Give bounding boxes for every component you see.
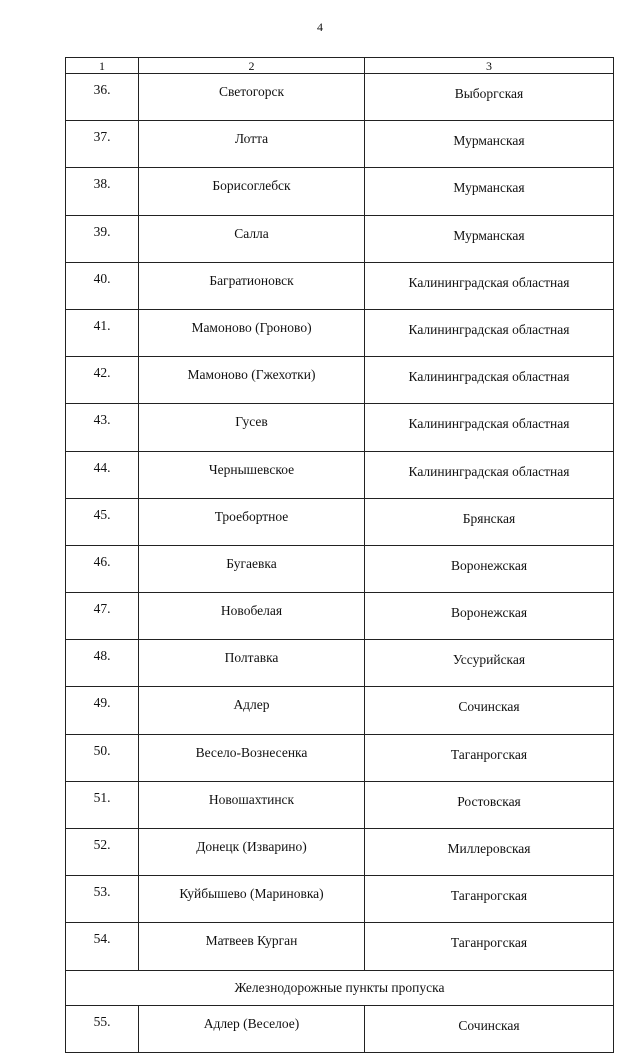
table-row	[66, 451, 614, 498]
customs-office-cell: Миллеровская	[365, 829, 614, 876]
row-number-cell: 55.	[66, 1005, 139, 1052]
table-row	[66, 262, 614, 309]
checkpoint-name-cell: Борисоглебск	[139, 168, 365, 215]
table-row	[66, 781, 614, 828]
row-number-cell: 45.	[66, 498, 139, 545]
checkpoint-name-cell: Полтавка	[139, 640, 365, 687]
row-number-cell: 36.	[66, 74, 139, 121]
table-row	[66, 545, 614, 592]
row-number-cell: 48.	[66, 640, 139, 687]
row-number-cell: 53.	[66, 876, 139, 923]
checkpoint-name-cell: Лотта	[139, 121, 365, 168]
checkpoint-name-cell: Салла	[139, 215, 365, 262]
checkpoint-name-cell: Куйбышево (Мариновка)	[139, 876, 365, 923]
page-number: 4	[317, 20, 323, 34]
checkpoint-name-cell: Светогорск	[139, 74, 365, 121]
customs-office-cell: Сочинская	[365, 687, 614, 734]
checkpoint-name-cell: Багратионовск	[139, 262, 365, 309]
checkpoints-table	[65, 57, 614, 1053]
row-number-cell: 51.	[66, 781, 139, 828]
row-number-cell: 39.	[66, 215, 139, 262]
checkpoint-name-cell: Новобелая	[139, 593, 365, 640]
table-row	[66, 829, 614, 876]
customs-office-cell: Калининградская областная	[365, 309, 614, 356]
checkpoint-name-cell: Гусев	[139, 404, 365, 451]
column-header-1: 1	[66, 58, 139, 74]
customs-office-cell: Мурманская	[365, 121, 614, 168]
customs-office-cell: Сочинская	[365, 1005, 614, 1052]
table-row	[66, 498, 614, 545]
table-row	[66, 121, 614, 168]
customs-office-cell: Брянская	[365, 498, 614, 545]
row-number-cell: 38.	[66, 168, 139, 215]
checkpoint-name-cell: Адлер (Веселое)	[139, 1005, 365, 1052]
table-row	[66, 923, 614, 970]
table-row	[66, 640, 614, 687]
customs-office-cell: Калининградская областная	[365, 262, 614, 309]
row-number-cell: 54.	[66, 923, 139, 970]
column-header-2: 2	[139, 58, 365, 74]
table-row	[66, 687, 614, 734]
checkpoint-name-cell: Троебортное	[139, 498, 365, 545]
customs-office-cell: Таганрогская	[365, 734, 614, 781]
table-row	[66, 1005, 614, 1052]
customs-office-cell: Мурманская	[365, 168, 614, 215]
customs-office-cell: Выборгская	[365, 74, 614, 121]
row-number-cell: 50.	[66, 734, 139, 781]
column-header-3: 3	[365, 58, 614, 74]
checkpoint-name-cell: Матвеев Курган	[139, 923, 365, 970]
row-number-cell: 47.	[66, 593, 139, 640]
table-row	[66, 215, 614, 262]
customs-office-cell: Таганрогская	[365, 876, 614, 923]
table-row	[66, 168, 614, 215]
table-row	[66, 593, 614, 640]
table-header-row	[66, 58, 614, 74]
checkpoint-name-cell: Мамоново (Гжехотки)	[139, 357, 365, 404]
checkpoint-name-cell: Чернышевское	[139, 451, 365, 498]
table-row	[66, 876, 614, 923]
checkpoint-name-cell: Бугаевка	[139, 545, 365, 592]
table-row	[66, 309, 614, 356]
checkpoint-name-cell: Адлер	[139, 687, 365, 734]
customs-office-cell: Ростовская	[365, 781, 614, 828]
customs-office-cell: Калининградская областная	[365, 404, 614, 451]
customs-office-cell: Воронежская	[365, 545, 614, 592]
row-number-cell: 40.	[66, 262, 139, 309]
section-header-row	[66, 970, 614, 1005]
customs-office-cell: Калининградская областная	[365, 357, 614, 404]
row-number-cell: 44.	[66, 451, 139, 498]
checkpoint-name-cell: Весело-Вознесенка	[139, 734, 365, 781]
row-number-cell: 41.	[66, 309, 139, 356]
checkpoint-name-cell: Новошахтинск	[139, 781, 365, 828]
table-row	[66, 74, 614, 121]
checkpoint-name-cell: Мамоново (Гроново)	[139, 309, 365, 356]
row-number-cell: 49.	[66, 687, 139, 734]
row-number-cell: 37.	[66, 121, 139, 168]
row-number-cell: 46.	[66, 545, 139, 592]
table-row	[66, 357, 614, 404]
row-number-cell: 43.	[66, 404, 139, 451]
customs-office-cell: Воронежская	[365, 593, 614, 640]
customs-office-cell: Калининградская областная	[365, 451, 614, 498]
table-row	[66, 734, 614, 781]
checkpoint-name-cell: Донецк (Изварино)	[139, 829, 365, 876]
row-number-cell: 52.	[66, 829, 139, 876]
row-number-cell: 42.	[66, 357, 139, 404]
table-row	[66, 404, 614, 451]
section-title: Железнодорожные пункты пропуска	[66, 970, 614, 1005]
customs-office-cell: Уссурийская	[365, 640, 614, 687]
customs-office-cell: Мурманская	[365, 215, 614, 262]
customs-office-cell: Таганрогская	[365, 923, 614, 970]
